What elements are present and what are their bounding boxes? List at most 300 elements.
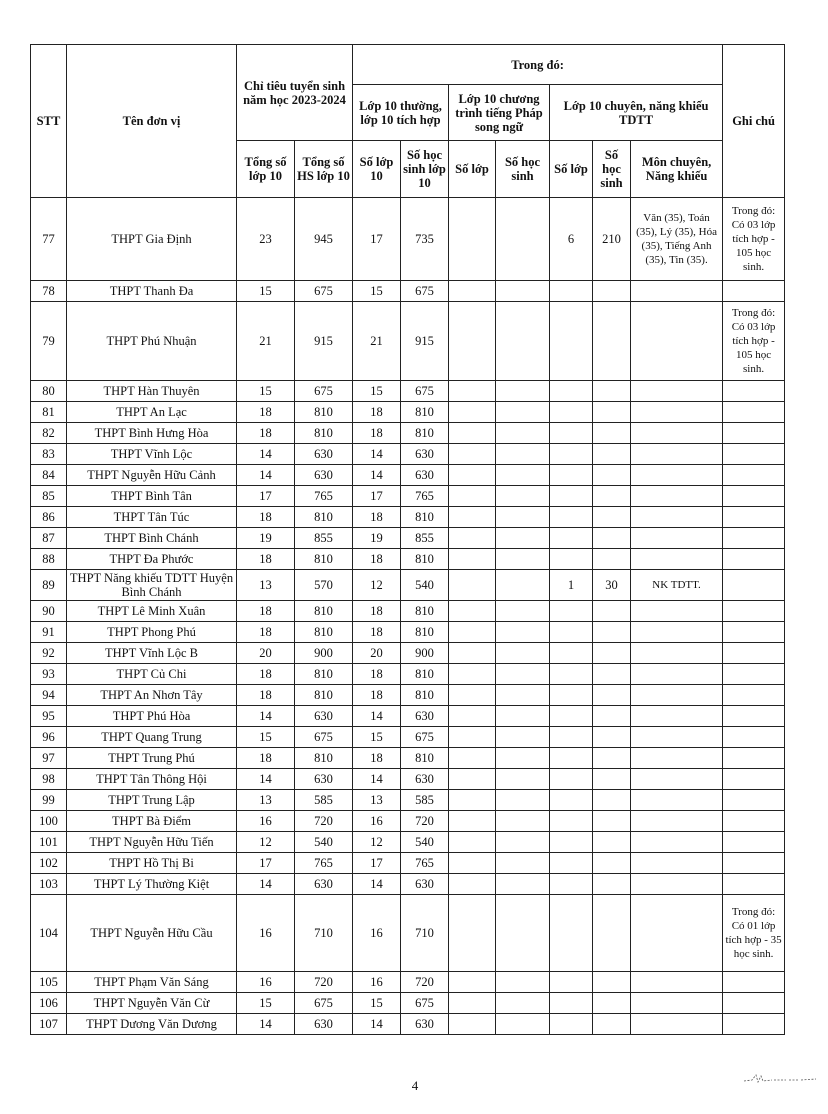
cell-phap-students: [496, 402, 550, 423]
table-row: [31, 874, 785, 895]
cell-mon-chuyen: Văn (35), Toán (35), Lý (35), Hóa (35), Tiếng Anh (35), Tin (35).: [631, 198, 723, 281]
cell-regular-classes: 19: [353, 528, 401, 549]
cell-ghi-chu: [723, 444, 785, 465]
cell-phap-students: [496, 423, 550, 444]
table-row: [31, 528, 785, 549]
cell-stt: 92: [31, 643, 67, 664]
cell-total-students: 810: [295, 402, 353, 423]
cell-mon-chuyen: [631, 465, 723, 486]
cell-phap-classes: [449, 281, 496, 302]
cell-regular-classes: 18: [353, 664, 401, 685]
cell-stt: 95: [31, 706, 67, 727]
table-row: [31, 811, 785, 832]
cell-mon-chuyen: [631, 664, 723, 685]
cell-total-students: 675: [295, 993, 353, 1014]
cell-total-students: 810: [295, 748, 353, 769]
cell-total-students: 675: [295, 727, 353, 748]
cell-total-classes: 16: [237, 811, 295, 832]
cell-chuyen-students: [593, 972, 631, 993]
cell-name: THPT Củ Chi: [67, 664, 237, 685]
cell-chuyen-students: [593, 853, 631, 874]
cell-phap-students: [496, 769, 550, 790]
cell-ghi-chu: [723, 423, 785, 444]
cell-name: THPT Phú Hòa: [67, 706, 237, 727]
cell-phap-students: [496, 549, 550, 570]
cell-chuyen-students: [593, 811, 631, 832]
table-row: [31, 601, 785, 622]
cell-chuyen-classes: [550, 811, 593, 832]
cell-chuyen-classes: [550, 381, 593, 402]
table-row: [31, 402, 785, 423]
table-row: [31, 465, 785, 486]
cell-name: THPT Trung Lập: [67, 790, 237, 811]
cell-total-classes: 18: [237, 423, 295, 444]
cell-mon-chuyen: [631, 811, 723, 832]
cell-phap-classes: [449, 643, 496, 664]
table-row: [31, 853, 785, 874]
cell-ghi-chu: [723, 993, 785, 1014]
cell-ghi-chu: [723, 706, 785, 727]
cell-name: THPT Nguyễn Hữu Cảnh: [67, 465, 237, 486]
cell-regular-students: 810: [401, 622, 449, 643]
cell-phap-classes: [449, 993, 496, 1014]
cell-mon-chuyen: [631, 972, 723, 993]
cell-total-classes: 17: [237, 853, 295, 874]
cell-name: THPT Bình Chánh: [67, 528, 237, 549]
cell-chuyen-classes: [550, 706, 593, 727]
cell-phap-classes: [449, 601, 496, 622]
cell-mon-chuyen: [631, 528, 723, 549]
cell-chuyen-classes: [550, 895, 593, 972]
table-row: [31, 549, 785, 570]
cell-total-students: 915: [295, 302, 353, 381]
cell-total-students: 630: [295, 769, 353, 790]
cell-phap-classes: [449, 302, 496, 381]
header-ten-don-vi: Tên đơn vị: [67, 45, 237, 198]
cell-phap-students: [496, 381, 550, 402]
cell-stt: 77: [31, 198, 67, 281]
header-so-lop-chuyen: Số lớp: [550, 141, 593, 198]
table-row: [31, 444, 785, 465]
cell-ghi-chu: [723, 769, 785, 790]
cell-total-students: 810: [295, 423, 353, 444]
cell-total-classes: 17: [237, 486, 295, 507]
cell-mon-chuyen: NK TDTT.: [631, 570, 723, 601]
cell-stt: 91: [31, 622, 67, 643]
header-so-lop: Số lớp 10: [353, 141, 401, 198]
cell-chuyen-students: [593, 281, 631, 302]
cell-total-classes: 20: [237, 643, 295, 664]
cell-phap-students: [496, 444, 550, 465]
cell-regular-classes: 18: [353, 402, 401, 423]
cell-total-classes: 18: [237, 601, 295, 622]
cell-phap-classes: [449, 423, 496, 444]
cell-chuyen-students: [593, 549, 631, 570]
cell-total-classes: 13: [237, 570, 295, 601]
cell-chuyen-students: [593, 486, 631, 507]
cell-total-students: 810: [295, 664, 353, 685]
cell-chuyen-students: [593, 1014, 631, 1035]
cell-chuyen-classes: [550, 622, 593, 643]
cell-name: THPT Năng khiếu TDTT Huyện Bình Chánh: [67, 570, 237, 601]
table-row: [31, 570, 785, 601]
cell-ghi-chu: Trong đó: Có 03 lớp tích hợp - 105 học sinh.: [723, 302, 785, 381]
header-stt: STT: [31, 45, 67, 198]
cell-regular-students: 630: [401, 769, 449, 790]
cell-name: THPT An Nhơn Tây: [67, 685, 237, 706]
cell-name: THPT Nguyễn Hữu Cầu: [67, 895, 237, 972]
cell-name: THPT Tân Túc: [67, 507, 237, 528]
cell-chuyen-classes: [550, 832, 593, 853]
cell-ghi-chu: [723, 528, 785, 549]
cell-mon-chuyen: [631, 1014, 723, 1035]
cell-name: THPT An Lạc: [67, 402, 237, 423]
signature-mark: [742, 1072, 818, 1086]
cell-total-classes: 18: [237, 685, 295, 706]
cell-ghi-chu: [723, 622, 785, 643]
table-row: [31, 832, 785, 853]
cell-regular-students: 900: [401, 643, 449, 664]
cell-mon-chuyen: [631, 706, 723, 727]
cell-ghi-chu: [723, 643, 785, 664]
cell-stt: 82: [31, 423, 67, 444]
cell-ghi-chu: [723, 832, 785, 853]
cell-chuyen-classes: [550, 444, 593, 465]
cell-phap-students: [496, 507, 550, 528]
cell-phap-classes: [449, 664, 496, 685]
table-row: [31, 281, 785, 302]
cell-name: THPT Phạm Văn Sáng: [67, 972, 237, 993]
cell-total-classes: 18: [237, 507, 295, 528]
cell-chuyen-students: [593, 769, 631, 790]
cell-phap-students: [496, 302, 550, 381]
cell-regular-students: 720: [401, 811, 449, 832]
cell-total-classes: 14: [237, 706, 295, 727]
cell-regular-students: 630: [401, 874, 449, 895]
cell-phap-students: [496, 706, 550, 727]
header-tong-so-hs: Tổng số HS lớp 10: [295, 141, 353, 198]
cell-chuyen-classes: [550, 423, 593, 444]
cell-chuyen-classes: [550, 528, 593, 549]
cell-total-students: 900: [295, 643, 353, 664]
cell-regular-classes: 15: [353, 281, 401, 302]
cell-regular-students: 720: [401, 972, 449, 993]
cell-total-students: 585: [295, 790, 353, 811]
cell-phap-classes: [449, 1014, 496, 1035]
cell-chuyen-classes: [550, 465, 593, 486]
cell-chuyen-classes: 6: [550, 198, 593, 281]
cell-phap-students: [496, 570, 550, 601]
cell-stt: 97: [31, 748, 67, 769]
cell-chuyen-students: [593, 643, 631, 664]
cell-stt: 90: [31, 601, 67, 622]
cell-phap-classes: [449, 486, 496, 507]
header-so-lop-phap: Số lớp: [449, 141, 496, 198]
cell-mon-chuyen: [631, 874, 723, 895]
cell-total-students: 570: [295, 570, 353, 601]
cell-phap-students: [496, 528, 550, 549]
cell-regular-students: 765: [401, 853, 449, 874]
header-lop10-thuong: Lớp 10 thường, lớp 10 tích hợp: [353, 85, 449, 141]
cell-name: THPT Bình Hưng Hòa: [67, 423, 237, 444]
cell-phap-classes: [449, 685, 496, 706]
cell-stt: 103: [31, 874, 67, 895]
cell-regular-classes: 18: [353, 601, 401, 622]
cell-phap-classes: [449, 972, 496, 993]
cell-ghi-chu: [723, 853, 785, 874]
cell-phap-classes: [449, 748, 496, 769]
cell-chuyen-students: [593, 706, 631, 727]
cell-phap-classes: [449, 706, 496, 727]
cell-total-students: 630: [295, 1014, 353, 1035]
cell-ghi-chu: [723, 281, 785, 302]
cell-regular-students: 810: [401, 601, 449, 622]
cell-chuyen-students: [593, 465, 631, 486]
cell-phap-students: [496, 790, 550, 811]
cell-stt: 102: [31, 853, 67, 874]
cell-regular-classes: 16: [353, 972, 401, 993]
cell-stt: 81: [31, 402, 67, 423]
cell-chuyen-students: [593, 664, 631, 685]
cell-regular-classes: 21: [353, 302, 401, 381]
cell-phap-classes: [449, 570, 496, 601]
cell-total-students: 945: [295, 198, 353, 281]
cell-regular-students: 810: [401, 507, 449, 528]
cell-regular-students: 675: [401, 281, 449, 302]
cell-regular-students: 810: [401, 685, 449, 706]
cell-name: THPT Tân Thông Hội: [67, 769, 237, 790]
cell-chuyen-classes: 1: [550, 570, 593, 601]
cell-total-students: 810: [295, 549, 353, 570]
cell-total-students: 720: [295, 972, 353, 993]
header-so-hs-lop10: Số học sinh lớp 10: [401, 141, 449, 198]
cell-name: THPT Nguyễn Hữu Tiến: [67, 832, 237, 853]
table-row: [31, 685, 785, 706]
cell-total-classes: 15: [237, 727, 295, 748]
cell-chuyen-classes: [550, 685, 593, 706]
table-row: [31, 895, 785, 972]
table-row: [31, 769, 785, 790]
cell-total-classes: 19: [237, 528, 295, 549]
cell-phap-students: [496, 972, 550, 993]
cell-total-students: 675: [295, 381, 353, 402]
cell-total-classes: 15: [237, 281, 295, 302]
cell-regular-classes: 12: [353, 832, 401, 853]
cell-mon-chuyen: [631, 790, 723, 811]
cell-ghi-chu: [723, 570, 785, 601]
cell-phap-classes: [449, 622, 496, 643]
cell-ghi-chu: [723, 748, 785, 769]
cell-chuyen-classes: [550, 402, 593, 423]
cell-phap-classes: [449, 507, 496, 528]
cell-stt: 101: [31, 832, 67, 853]
table-header: [31, 45, 785, 198]
cell-ghi-chu: [723, 601, 785, 622]
cell-regular-classes: 18: [353, 748, 401, 769]
cell-regular-classes: 16: [353, 811, 401, 832]
cell-regular-classes: 18: [353, 423, 401, 444]
cell-mon-chuyen: [631, 643, 723, 664]
cell-stt: 100: [31, 811, 67, 832]
enrollment-table: [30, 44, 785, 1035]
cell-name: THPT Nguyễn Văn Cừ: [67, 993, 237, 1014]
cell-phap-students: [496, 664, 550, 685]
cell-regular-classes: 18: [353, 622, 401, 643]
cell-total-classes: 14: [237, 874, 295, 895]
cell-regular-students: 855: [401, 528, 449, 549]
cell-mon-chuyen: [631, 769, 723, 790]
cell-chuyen-students: [593, 528, 631, 549]
cell-regular-students: 810: [401, 423, 449, 444]
cell-mon-chuyen: [631, 549, 723, 570]
cell-chuyen-students: [593, 402, 631, 423]
cell-regular-students: 810: [401, 664, 449, 685]
cell-phap-classes: [449, 811, 496, 832]
cell-chuyen-classes: [550, 727, 593, 748]
cell-phap-classes: [449, 895, 496, 972]
cell-name: THPT Phong Phú: [67, 622, 237, 643]
header-so-hs-chuyen: Số học sinh: [593, 141, 631, 198]
cell-regular-classes: 15: [353, 727, 401, 748]
cell-name: THPT Thanh Đa: [67, 281, 237, 302]
cell-ghi-chu: [723, 790, 785, 811]
cell-total-classes: 18: [237, 664, 295, 685]
cell-phap-classes: [449, 465, 496, 486]
cell-stt: 89: [31, 570, 67, 601]
cell-total-classes: 18: [237, 402, 295, 423]
cell-regular-students: 540: [401, 832, 449, 853]
cell-mon-chuyen: [631, 507, 723, 528]
cell-regular-students: 810: [401, 549, 449, 570]
cell-total-classes: 14: [237, 769, 295, 790]
cell-chuyen-students: [593, 444, 631, 465]
cell-ghi-chu: [723, 402, 785, 423]
cell-stt: 96: [31, 727, 67, 748]
table-row: [31, 507, 785, 528]
header-lop10-chuyen: Lớp 10 chuyên, năng khiếu TDTT: [550, 85, 723, 141]
cell-phap-classes: [449, 727, 496, 748]
cell-regular-classes: 14: [353, 1014, 401, 1035]
cell-chuyen-classes: [550, 1014, 593, 1035]
cell-total-classes: 14: [237, 465, 295, 486]
cell-regular-students: 630: [401, 465, 449, 486]
table-row: [31, 706, 785, 727]
cell-ghi-chu: [723, 685, 785, 706]
cell-ghi-chu: [723, 1014, 785, 1035]
cell-regular-classes: 14: [353, 465, 401, 486]
cell-name: THPT Hàn Thuyên: [67, 381, 237, 402]
cell-regular-students: 765: [401, 486, 449, 507]
cell-chuyen-classes: [550, 549, 593, 570]
cell-regular-classes: 16: [353, 895, 401, 972]
cell-total-students: 765: [295, 853, 353, 874]
cell-stt: 78: [31, 281, 67, 302]
cell-chuyen-students: [593, 790, 631, 811]
cell-regular-classes: 18: [353, 507, 401, 528]
cell-regular-classes: 14: [353, 706, 401, 727]
cell-name: THPT Lý Thường Kiệt: [67, 874, 237, 895]
cell-total-students: 855: [295, 528, 353, 549]
cell-chuyen-students: [593, 601, 631, 622]
cell-phap-students: [496, 832, 550, 853]
cell-phap-students: [496, 1014, 550, 1035]
cell-regular-classes: 15: [353, 381, 401, 402]
cell-regular-classes: 17: [353, 198, 401, 281]
cell-stt: 93: [31, 664, 67, 685]
cell-ghi-chu: Trong đó: Có 03 lớp tích hợp - 105 học sinh.: [723, 198, 785, 281]
cell-phap-students: [496, 727, 550, 748]
header-tong-so-lop: Tổng số lớp 10: [237, 141, 295, 198]
cell-ghi-chu: [723, 549, 785, 570]
cell-stt: 80: [31, 381, 67, 402]
cell-regular-students: 915: [401, 302, 449, 381]
cell-mon-chuyen: [631, 601, 723, 622]
cell-chuyen-students: [593, 832, 631, 853]
cell-regular-classes: 12: [353, 570, 401, 601]
cell-chuyen-classes: [550, 993, 593, 1014]
cell-name: THPT Bình Tân: [67, 486, 237, 507]
cell-regular-classes: 17: [353, 486, 401, 507]
cell-phap-classes: [449, 769, 496, 790]
cell-chuyen-classes: [550, 281, 593, 302]
cell-total-classes: 13: [237, 790, 295, 811]
cell-stt: 104: [31, 895, 67, 972]
cell-phap-students: [496, 465, 550, 486]
cell-total-classes: 16: [237, 972, 295, 993]
cell-ghi-chu: [723, 507, 785, 528]
cell-ghi-chu: [723, 664, 785, 685]
cell-phap-classes: [449, 198, 496, 281]
cell-stt: 105: [31, 972, 67, 993]
cell-phap-students: [496, 198, 550, 281]
cell-name: THPT Đa Phước: [67, 549, 237, 570]
cell-total-students: 810: [295, 622, 353, 643]
cell-stt: 84: [31, 465, 67, 486]
cell-phap-classes: [449, 853, 496, 874]
cell-total-students: 630: [295, 706, 353, 727]
cell-total-students: 630: [295, 874, 353, 895]
cell-regular-classes: 14: [353, 444, 401, 465]
cell-phap-students: [496, 853, 550, 874]
cell-ghi-chu: [723, 972, 785, 993]
cell-chuyen-classes: [550, 853, 593, 874]
cell-mon-chuyen: [631, 423, 723, 444]
cell-regular-students: 810: [401, 402, 449, 423]
cell-phap-students: [496, 993, 550, 1014]
cell-phap-students: [496, 874, 550, 895]
cell-total-students: 540: [295, 832, 353, 853]
cell-regular-classes: 14: [353, 874, 401, 895]
cell-mon-chuyen: [631, 381, 723, 402]
cell-chuyen-classes: [550, 769, 593, 790]
cell-stt: 83: [31, 444, 67, 465]
cell-mon-chuyen: [631, 832, 723, 853]
cell-phap-classes: [449, 444, 496, 465]
header-trong-do: Trong đó:: [353, 45, 723, 85]
cell-chuyen-students: [593, 507, 631, 528]
cell-chuyen-students: [593, 302, 631, 381]
cell-name: THPT Dương Văn Dương: [67, 1014, 237, 1035]
cell-stt: 99: [31, 790, 67, 811]
cell-regular-students: 585: [401, 790, 449, 811]
cell-stt: 86: [31, 507, 67, 528]
cell-mon-chuyen: [631, 853, 723, 874]
cell-phap-students: [496, 685, 550, 706]
cell-ghi-chu: [723, 486, 785, 507]
cell-regular-students: 735: [401, 198, 449, 281]
cell-mon-chuyen: [631, 402, 723, 423]
page-number: 4: [411, 1078, 419, 1093]
